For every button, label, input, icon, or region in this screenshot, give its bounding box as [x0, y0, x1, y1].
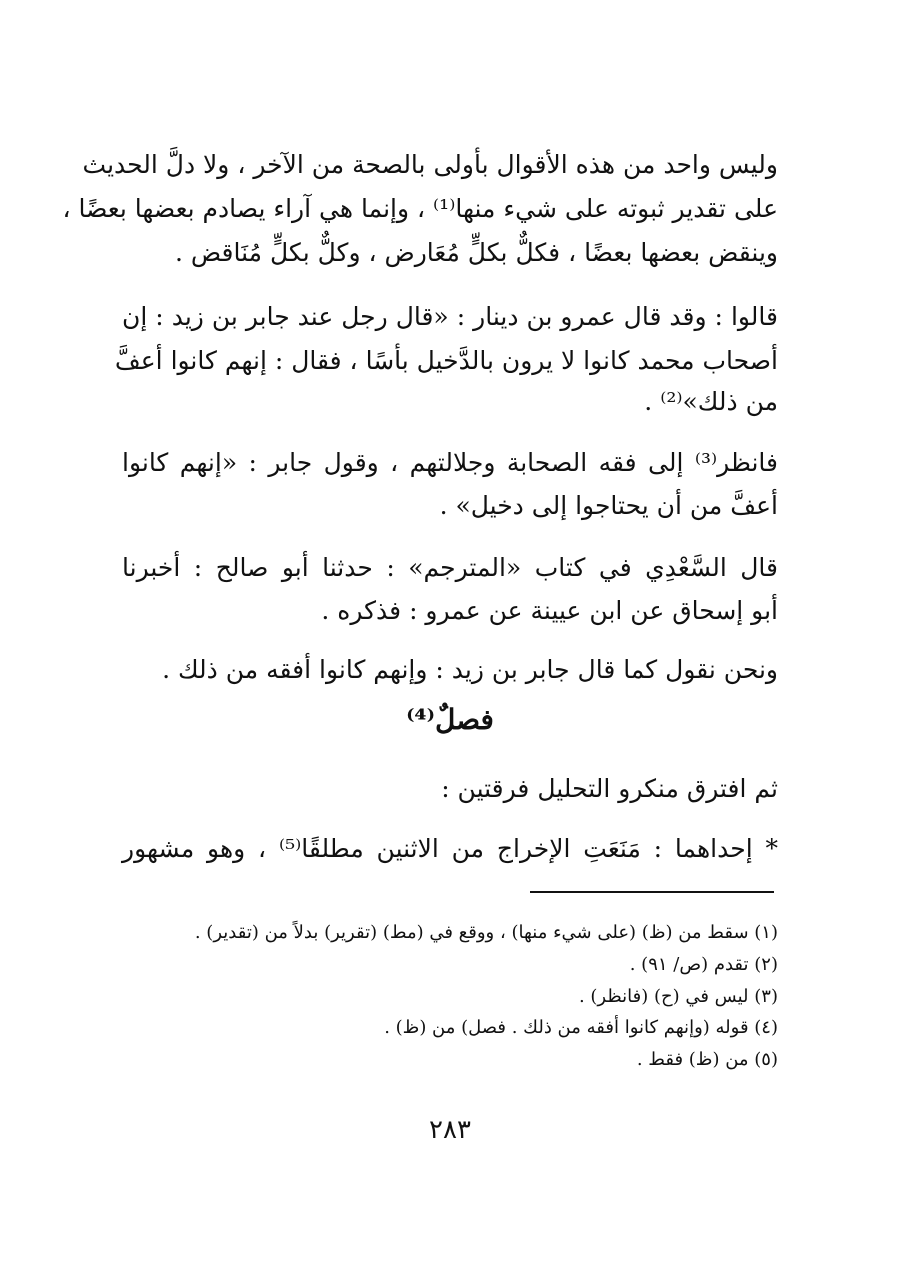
text-line: * إحداهما : مَنَعَتِ الإخراج من الاثنين مطلقًا⁽⁵⁾ ، وهو مشهور	[122, 834, 778, 863]
footnote: (١) سقط من (ظ) (على شيء منها) ، ووقع في (مط) (تقرير) بدلاً من (تقدير) .	[194, 922, 778, 943]
text-line: فانظر⁽³⁾ إلى فقه الصحابة وجلالتهم ، وقول جابر : «إنهم كانوا	[122, 448, 778, 477]
footnote: (٤) قوله (وإنهم كانوا أفقه من ذلك . فصل) من (ظ) .	[384, 1017, 778, 1038]
text-line: قالوا : وقد قال عمرو بن دينار : «قال رجل عند جابر بن زيد : إن	[122, 302, 778, 331]
text-line: وينقض بعضها بعضًا ، فكلٌّ بكلٍّ مُعَارض ، وكلٌّ بكلٍّ مُنَاقض .	[175, 238, 778, 267]
text-line: من ذلك»⁽²⁾ .	[644, 387, 778, 416]
text-line: على تقدير ثبوته على شيء منها⁽¹⁾ ، وإنما هي آراء يصادم بعضها بعضًا ،	[62, 194, 778, 223]
page-number: ٢٨٣	[429, 1115, 471, 1145]
text-line: أبو إسحاق عن ابن عيينة عن عمرو : فذكره .	[321, 596, 778, 625]
text-line: أصحاب محمد كانوا لا يرون بالدَّخيل بأسًا ، فقال : إنهم كانوا أعفَّ	[114, 346, 778, 375]
section-heading: فصلٌ⁽⁴⁾	[406, 703, 494, 736]
footnote: (٣) ليس في (ح) (فانظر) .	[578, 986, 778, 1007]
text-line: ثم افترق منكرو التحليل فرقتين :	[441, 774, 778, 803]
text-line: وليس واحد من هذه الأقوال بأولى بالصحة من الآخر ، ولا دلَّ الحديث	[82, 150, 778, 179]
footnote-separator	[530, 891, 774, 893]
text-line: ونحن نقول كما قال جابر بن زيد : وإنهم كانوا أفقه من ذلك .	[162, 655, 778, 684]
text-line: أعفَّ من أن يحتاجوا إلى دخيل» .	[439, 491, 778, 520]
footnote: (٢) تقدم (ص/ ٩١) .	[629, 954, 778, 975]
footnote: (٥) من (ظ) فقط .	[636, 1049, 778, 1070]
text-line: قال السَّعْدِي في كتاب «المترجم» : حدثنا أبو صالح : أخبرنا	[122, 553, 778, 582]
